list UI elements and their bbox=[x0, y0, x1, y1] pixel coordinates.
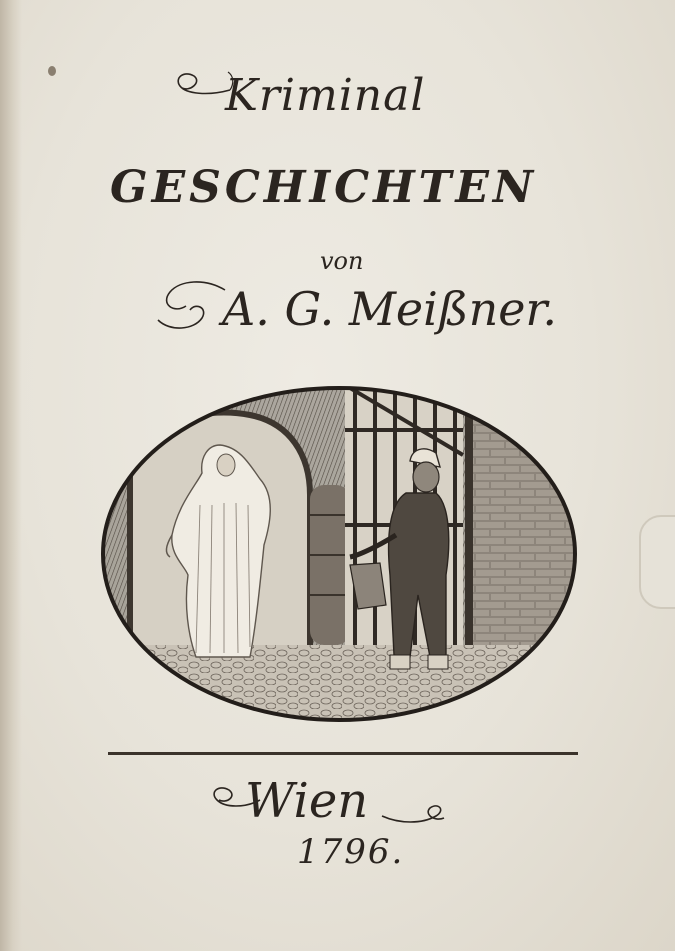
title-line-2: GESCHICHTEN bbox=[110, 162, 538, 213]
flourish-author bbox=[150, 270, 230, 340]
spine-shadow bbox=[0, 0, 22, 951]
page-edge-tab bbox=[639, 515, 675, 609]
divider-rule bbox=[108, 752, 578, 755]
title-line-1: Kriminal bbox=[225, 70, 426, 121]
engraving-illustration bbox=[100, 385, 578, 723]
imprint-year: 1796. bbox=[297, 832, 405, 872]
paper-hole bbox=[48, 66, 56, 76]
author-name: A. G. Meißner. bbox=[222, 282, 557, 336]
imprint-place: Wien bbox=[245, 773, 369, 829]
byline-von: von bbox=[320, 247, 364, 275]
